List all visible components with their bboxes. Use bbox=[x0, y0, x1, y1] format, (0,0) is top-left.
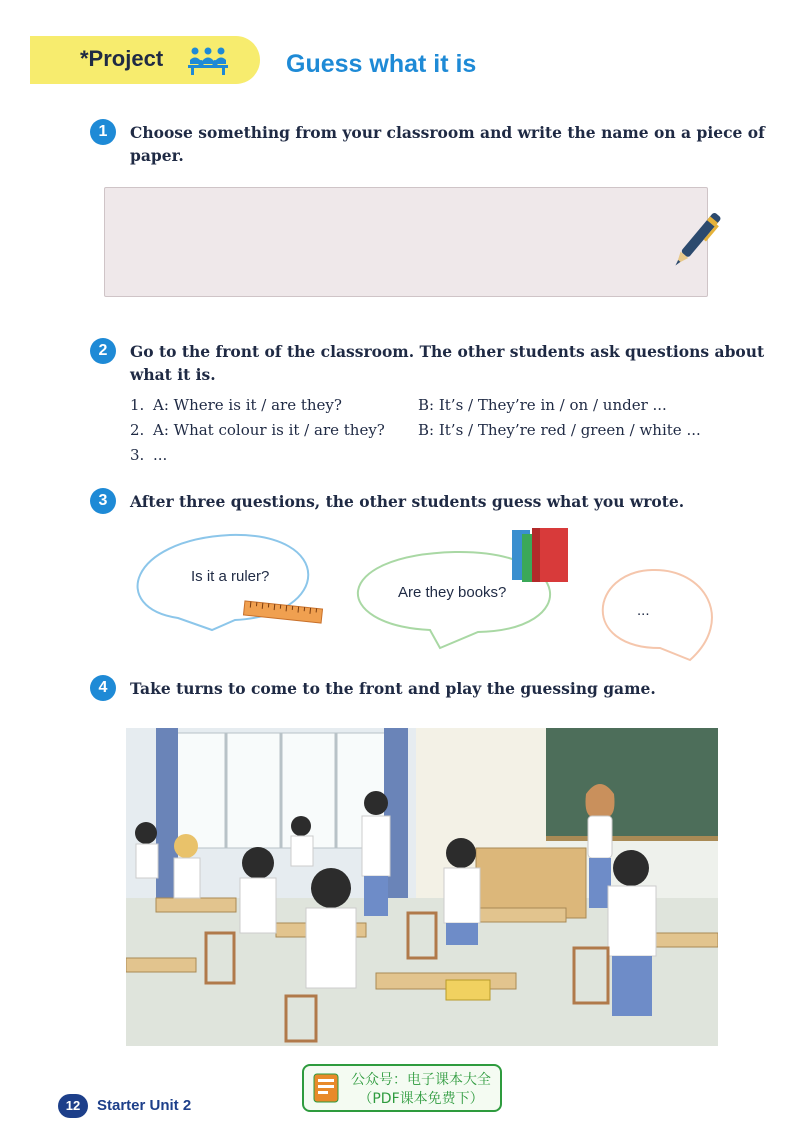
step-number-2: 2 bbox=[90, 338, 116, 364]
bubble-text-2: Are they books? bbox=[398, 584, 507, 601]
page-number: 12 bbox=[58, 1094, 88, 1118]
book-icon bbox=[312, 1072, 340, 1104]
qa-num-3: 3. bbox=[130, 446, 145, 464]
paper-sheet bbox=[104, 187, 708, 297]
step-1-instruction bbox=[130, 121, 765, 167]
page-title: Guess what it is bbox=[286, 50, 477, 78]
qa-question-1: A: Where is it / are they? bbox=[153, 396, 342, 414]
qa-answer-1: B: It’s / They’re in / on / under ... bbox=[418, 396, 667, 414]
project-label: *Project bbox=[80, 46, 164, 71]
ruler-icon bbox=[243, 601, 322, 623]
instruction-line: Choose something from your classroom and write the name on a piece of bbox=[130, 123, 765, 142]
books-icon bbox=[512, 528, 568, 582]
bubble-text-3: ... bbox=[637, 602, 650, 619]
unit-label: Starter Unit 2 bbox=[97, 1097, 192, 1114]
step-number-3: 3 bbox=[90, 488, 116, 514]
stamp-line-2: （PDF课本免费下） bbox=[358, 1091, 484, 1107]
stamp-line-1: 公众号：电子课本大全 bbox=[351, 1072, 491, 1088]
watermark-stamp bbox=[302, 1064, 502, 1112]
qa-question-3: ... bbox=[153, 446, 168, 464]
step-4-instruction bbox=[130, 677, 656, 700]
step-3-instruction bbox=[130, 490, 684, 513]
group-work-icon bbox=[186, 46, 230, 76]
qa-question-2: A: What colour is it / are they? bbox=[153, 421, 385, 439]
bubble-text-1: Is it a ruler? bbox=[191, 568, 270, 585]
instruction-line: Go to the front of the classroom. The other students ask questions about bbox=[130, 342, 765, 361]
qa-num-2: 2. bbox=[130, 421, 145, 439]
step-number-1: 1 bbox=[90, 119, 116, 145]
pen-icon bbox=[664, 205, 728, 277]
qa-num-1: 1. bbox=[130, 396, 145, 414]
instruction-line: paper. bbox=[130, 146, 184, 165]
instruction-line: After three questions, the other students guess what you wrote. bbox=[130, 492, 685, 511]
instruction-line: Take turns to come to the front and play the guessing game. bbox=[130, 679, 656, 698]
qa-answer-2: B: It’s / They’re red / green / white ... bbox=[418, 421, 701, 439]
classroom-illustration bbox=[126, 728, 718, 1046]
speech-bubble-3 bbox=[603, 570, 712, 660]
step-number-4: 4 bbox=[90, 675, 116, 701]
step-2-instruction bbox=[130, 340, 764, 386]
instruction-line: what it is. bbox=[130, 365, 216, 384]
